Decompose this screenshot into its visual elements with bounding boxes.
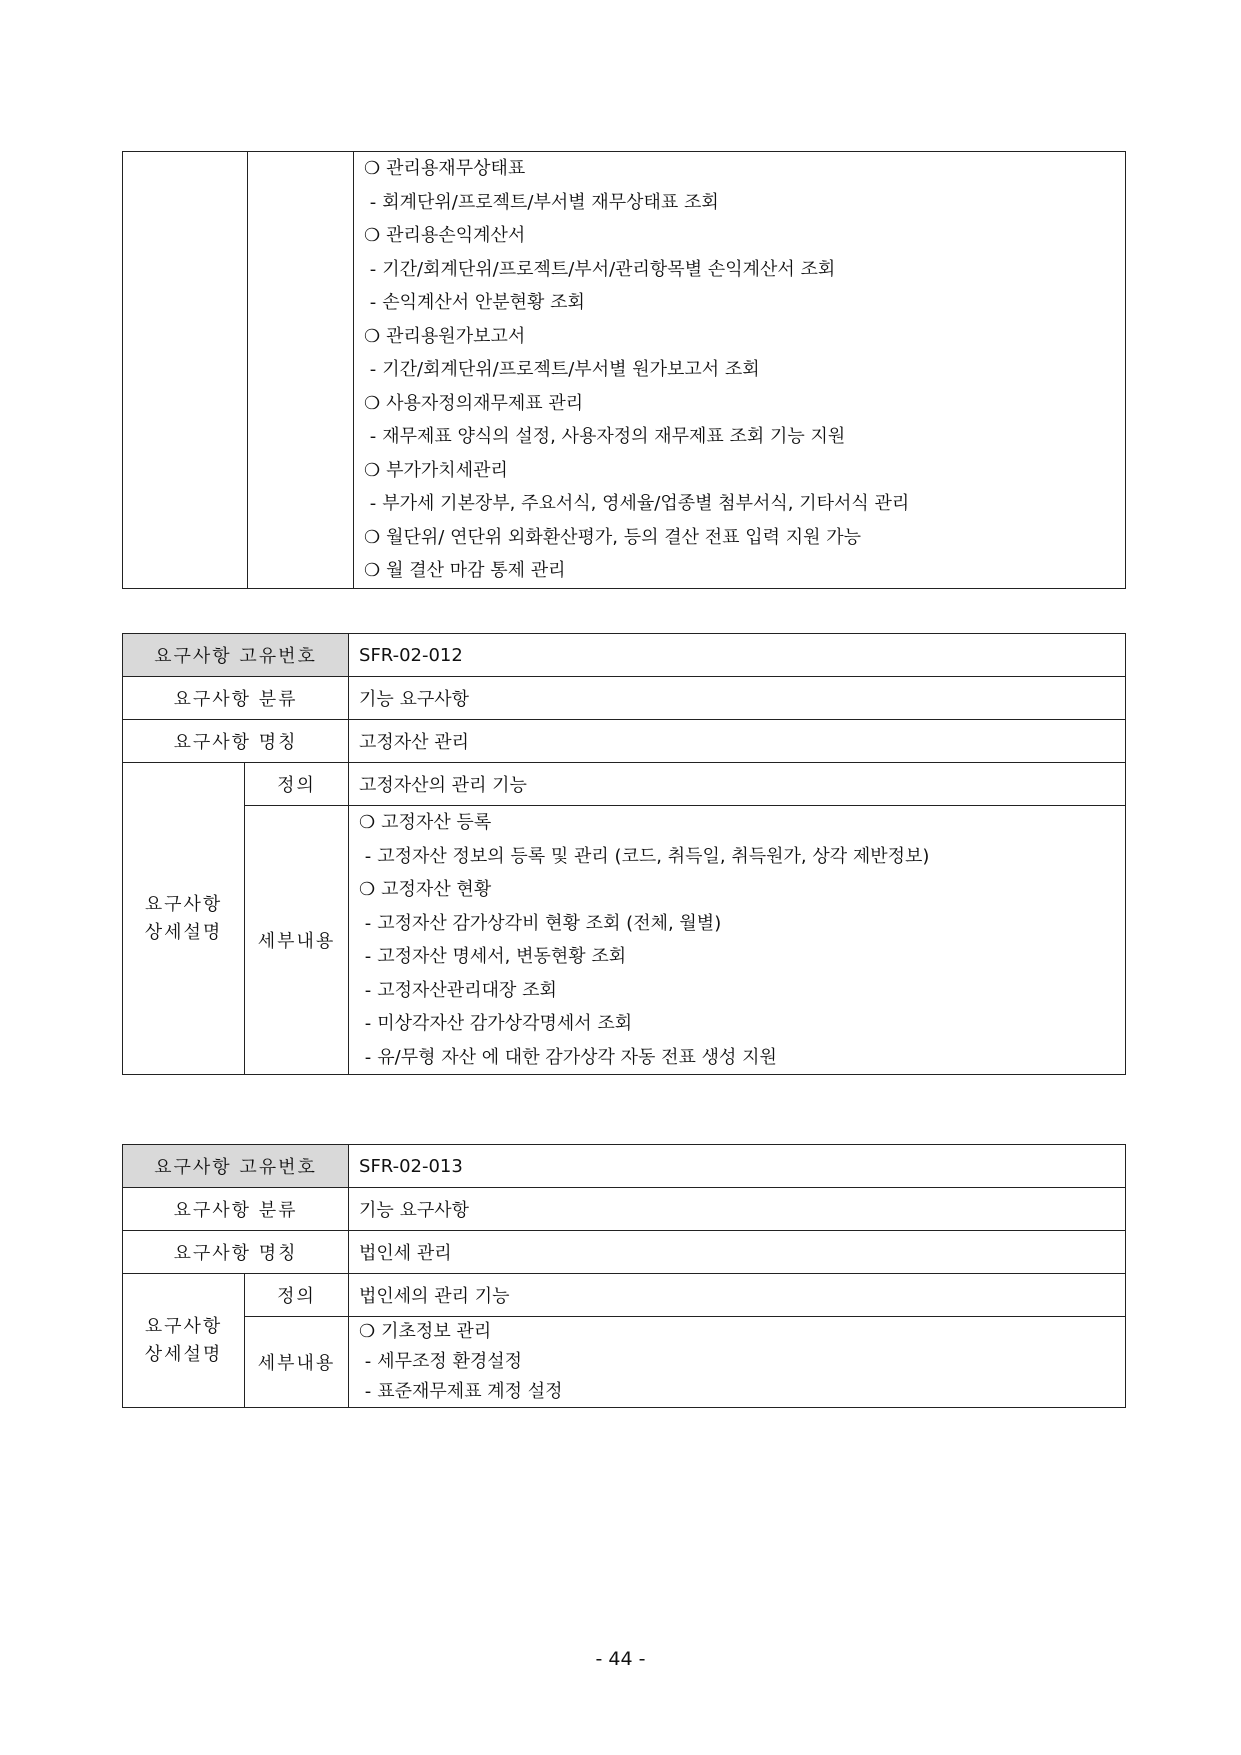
table-row (123, 806, 1126, 1075)
bullet: ❍ (364, 158, 381, 179)
table-row (123, 152, 1126, 589)
list-item: ❍ 관리용원가보고서 (364, 325, 526, 347)
list-item: ❍ 사용자정의재무제표 관리 (364, 392, 584, 414)
list-item: - 고정자산 명세서, 변동현황 조회 (364, 946, 627, 967)
list-item: ❍ 월단위/ 연단위 외화환산평가, 등의 결산 전표 입력 지원 가능 (364, 526, 862, 548)
table-row (123, 763, 1126, 806)
requirement-table-sfr-02-012 (122, 633, 1126, 1075)
list-item: ❍ 고정자산 등록 (359, 812, 492, 833)
bullet: - (364, 979, 372, 1001)
detail-content-cell (349, 806, 1126, 1075)
detail-content-cell (354, 152, 1126, 589)
list-item: - 표준재무제표 계정 설정 (364, 1381, 563, 1402)
bullet: - (369, 493, 377, 514)
table-row (123, 1274, 1126, 1317)
bullet: - (364, 1351, 372, 1372)
list-item: ❍ 고정자산 현황 (359, 879, 492, 900)
requirement-name: 고정자산 관리 (349, 720, 1126, 763)
requirement-definition: 고정자산의 관리 기능 (349, 763, 1126, 806)
bullet: - (369, 191, 377, 213)
bullet: ❍ (364, 325, 381, 347)
name-label: 요구사항 명칭 (123, 1231, 349, 1274)
requirement-definition: 법인세의 관리 기능 (349, 1274, 1126, 1317)
bullet: ❍ (359, 879, 376, 900)
bullet: ❍ (364, 526, 381, 548)
table-row (123, 1188, 1126, 1231)
bullet: - (369, 426, 377, 447)
bullet: - (364, 1046, 372, 1068)
list-item: - 세무조정 환경설정 (364, 1351, 523, 1372)
bullet: - (364, 946, 372, 967)
list-item: ❍ 관리용재무상태표 (364, 158, 526, 179)
list-item: - 기간/회계단위/프로젝트/부서별 원가보고서 조회 (369, 359, 760, 380)
list-item: - 고정자산 정보의 등록 및 관리 (코드, 취득일, 취득원가, 상각 제반정보) (364, 845, 930, 867)
bullet: - (364, 1381, 372, 1402)
requirement-category: 기능 요구사항 (349, 1188, 1126, 1231)
detail-content-cell (349, 1317, 1126, 1408)
list-item: - 재무제표 양식의 설정, 사용자정의 재무제표 조회 기능 지원 (369, 426, 846, 447)
continued-requirement-table (122, 151, 1126, 589)
requirement-table-sfr-02-013 (122, 1144, 1126, 1408)
list-item: - 손익계산서 안분현황 조회 (369, 292, 585, 313)
table-row (123, 677, 1126, 720)
list-item: - 미상각자산 감가상각명세서 조회 (364, 1013, 633, 1034)
category-label: 요구사항 분류 (123, 677, 349, 720)
page-number: - 44 - (595, 1648, 646, 1670)
bullet: ❍ (364, 225, 381, 246)
id-label: 요구사항 고유번호 (123, 634, 349, 677)
list-item: ❍ 부가가치세관리 (364, 459, 508, 481)
bullet: - (369, 359, 377, 380)
list-item: - 유/무형 자산 에 대한 감가상각 자동 전표 생성 지원 (364, 1046, 777, 1068)
name-label: 요구사항 명칭 (123, 720, 349, 763)
definition-label: 정의 (245, 763, 349, 806)
list-item: - 기간/회계단위/프로젝트/부서/관리항목별 손익계산서 조회 (369, 258, 836, 280)
bullet: - (364, 912, 372, 934)
list-item: ❍ 관리용손익계산서 (364, 225, 526, 246)
table-row (123, 720, 1126, 763)
list-item: - 부가세 기본장부, 주요서식, 영세율/업종별 첨부서식, 기타서식 관리 (369, 493, 910, 514)
definition-label: 정의 (245, 1274, 349, 1317)
list-item: - 고정자산 감가상각비 현황 조회 (전체, 월별) (364, 912, 722, 934)
empty-label-cell (123, 152, 248, 589)
content-label: 세부내용 (245, 806, 349, 1075)
detail-label: 요구사항 상세설명 (123, 1274, 245, 1408)
requirement-category: 기능 요구사항 (349, 677, 1126, 720)
category-label: 요구사항 분류 (123, 1188, 349, 1231)
bullet: ❍ (364, 392, 381, 414)
table-row (123, 1317, 1126, 1408)
requirement-id: SFR-02-013 (349, 1145, 1126, 1188)
content-label: 세부내용 (245, 1317, 349, 1408)
bullet: - (364, 845, 372, 867)
bullet: - (369, 258, 377, 280)
bullet: - (369, 292, 377, 313)
detail-label: 요구사항 상세설명 (123, 763, 245, 1075)
list-item: ❍ 기초정보 관리 (359, 1321, 492, 1342)
requirement-id: SFR-02-012 (349, 634, 1126, 677)
list-item: - 회계단위/프로젝트/부서별 재무상태표 조회 (369, 191, 719, 213)
bullet: ❍ (359, 812, 376, 833)
table-row (123, 1145, 1126, 1188)
table-row (123, 634, 1126, 677)
id-label: 요구사항 고유번호 (123, 1145, 349, 1188)
list-item: - 고정자산관리대장 조회 (364, 979, 557, 1001)
list-item: ❍ 월 결산 마감 통제 관리 (364, 560, 566, 581)
requirement-name: 법인세 관리 (349, 1231, 1126, 1274)
bullet: ❍ (364, 459, 381, 481)
bullet: ❍ (364, 560, 381, 581)
table-row (123, 1231, 1126, 1274)
bullet: ❍ (359, 1321, 376, 1342)
empty-sublabel-cell (248, 152, 354, 589)
bullet: - (364, 1013, 372, 1034)
